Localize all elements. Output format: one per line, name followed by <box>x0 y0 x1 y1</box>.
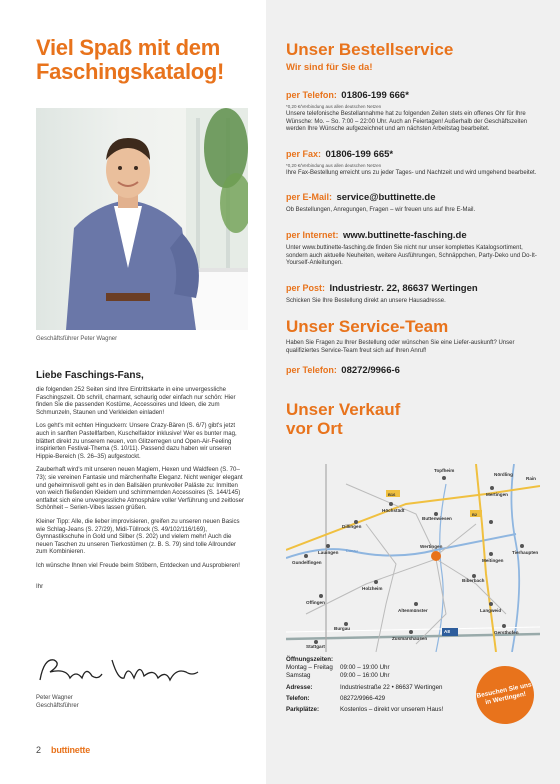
team-phone-number[interactable]: 08272/9966-6 <box>341 364 400 376</box>
map-label-gundelfingen: Gundelfingen <box>292 560 322 565</box>
address-label: Adresse: <box>286 684 313 691</box>
map-label-lauingen: Lauingen <box>318 550 339 555</box>
map-label-rain: Rain <box>526 476 536 481</box>
page-number: 2 <box>36 745 42 755</box>
visit-badge-text: Besuchen Sie uns in Wertingen! <box>475 681 533 707</box>
post-order-block <box>286 278 540 306</box>
map-label-wertingen: Wertingen <box>420 544 443 549</box>
ceo-photo-illustration <box>36 108 248 330</box>
verkauf-title-line-1: Unser Verkauf <box>286 399 401 419</box>
hours-weekday-label: Montag – Freitag <box>286 664 333 671</box>
team-phone-label: per Telefon: <box>286 364 337 375</box>
post-address: Industriestr. 22, 86637 Wertingen <box>329 282 478 294</box>
paragraph: die folgenden 252 Seiten sind Ihre Eintrittskarte in eine unvergessliche Faschingszeit. Ob schrill, charmant, schaurig oder einfach nur schön: Hier finden Sie die passenden Kostüme, Accessoires und Ideen, die zum Schmunzeln, Staunen und Verkleiden einladen! <box>36 386 236 416</box>
map-label-langweid: Langweid <box>480 608 502 613</box>
paragraph: Kleiner Tipp: Alle, die lieber improvisieren, greifen zu unseren neuen Basics wie Schlag-Jeans (S. 27/29), Midi-Tüllrock (S. 49/102/116/169), Gymnastikschuhe in Gold und Silber (S. 202) und vielem mehr! Auch die neuen Taschen zu unseren Tierkostümen (z. B. S. 79) sind tolle Allrounder zum Kombinieren. <box>36 517 240 556</box>
map-label-topfheim: Topfheim <box>434 468 455 473</box>
paragraph: Ich wünsche Ihnen viel Freude beim Stöbern, Entdecken und Ausprobieren! <box>36 561 240 569</box>
email-order-block <box>286 187 540 215</box>
service-column <box>266 0 560 784</box>
store-info <box>286 656 466 714</box>
brand-logo: buttinette <box>51 745 91 755</box>
map-label-thierhaupten: Tierhaupten <box>512 550 539 555</box>
title-line-2: Faschingskatalog! <box>36 59 225 84</box>
service-team-title: Unser Service-Team <box>286 317 449 337</box>
map-label-biberbach: Biberbach <box>462 578 485 583</box>
ceo-photo <box>36 108 248 330</box>
address-value: Industriestraße 22 • 86637 Wertingen <box>340 684 443 691</box>
fax-order-block <box>286 144 540 178</box>
map-label-b16: B16 <box>388 492 396 497</box>
map-label-offingen: Offingen <box>306 600 325 605</box>
signer-name: Peter Wagner <box>36 695 73 701</box>
closing: Ihr <box>36 583 44 591</box>
post-label: per Post: <box>286 282 326 293</box>
map-label-hoechstaedt: Höchstädt <box>382 508 405 513</box>
paragraph: Zauberhaft wird's mit unseren neuen Magiern, Hexen und Waldfeen (S. 70–73); sie vereinen Fantasie und märchenhafte Eleganz. Nicht weniger elegant und geheimnisvoll geht es in den Ballsälen prunkvoller Paläste zu: Inmitten von weich fließenden Kleidern und schimmernden Accessoires (S. 144/145) entfaltet sich eine unvergessliche Atmosphäre voller Verführung und zeitloser Schönheit – Serien-Vibes lassen grüßen. <box>36 466 244 512</box>
store-phone-label: Telefon: <box>286 695 310 702</box>
map-label-meitingen: Meitingen <box>482 558 504 563</box>
fax-cost-note: *0,20 €/Verbindung aus allen deutschen Netzen <box>286 162 382 168</box>
handwritten-signature <box>36 650 216 690</box>
bestellservice-title: Unser Bestellservice <box>286 40 454 59</box>
hours-weekday-value: 09:00 – 19:00 Uhr <box>340 664 390 671</box>
internet-label: per Internet: <box>286 229 339 240</box>
email-text: Ob Bestellungen, Anregungen, Fragen – wir freuen uns auf Ihre E-Mail. <box>286 207 476 214</box>
page-footer <box>36 745 90 755</box>
paragraph: Los geht's mit echten Hinguckern: Unsere Crazy-Bären (S. 6/7) gibt's jetzt auch in sanften Pastellfarben, Kuschelfaktor inklusive! Wer es bunter mag, blättert direkt zu unserem neuen, von Glitzerregen und Open-Air-Feeling inspirierten Festival-Thema (S. 10/11). Passend dazu haben wir unseren Hippie-Bereich (S. 26–35) aufgestockt. <box>36 422 237 460</box>
parking-value: Kostenlos – direkt vor unserem Haus! <box>340 706 444 713</box>
email-label: per E-Mail: <box>286 192 333 203</box>
map-label-altenmuenster: Altenmünster <box>398 608 428 613</box>
parking-label: Parkplätze: <box>286 706 320 713</box>
map-label-dillingen: Dillingen <box>342 524 362 529</box>
hours-saturday-value: 09:00 – 16:00 Uhr <box>340 672 390 679</box>
service-team-phone <box>286 360 540 378</box>
email-address[interactable]: service@buttinette.de <box>336 192 436 204</box>
hours-saturday-label: Samstag <box>286 672 311 679</box>
map-label-gersthofen: Gersthofen <box>494 630 519 635</box>
intro-letter <box>36 370 248 597</box>
map-label-mertingen-north: Mertingen <box>486 492 508 497</box>
signer-block <box>36 694 79 710</box>
verkauf-title-line-2: vor Ort <box>286 418 343 438</box>
map-label-zusmarshausen: Zusmarshausen <box>392 636 428 641</box>
map-label-burgau: Burgau <box>334 626 351 631</box>
map-label-b2: B2 <box>472 512 478 517</box>
location-map <box>286 464 540 652</box>
hours-heading: Öffnungszeiten: <box>286 656 334 663</box>
phone-number[interactable]: 01806-199 666* <box>341 90 409 101</box>
phone-cost-note: *0,20 €/Verbindung aus allen deutschen Netzen <box>286 104 382 109</box>
map-label-buttenwiesen: Buttenwiesen <box>422 516 452 521</box>
website-link[interactable]: www.buttinette-fasching.de <box>342 229 467 241</box>
map-label-holzheim: Holzheim <box>362 586 383 591</box>
internet-text: Unter www.buttinette-fasching.de finden Sie nicht nur unser komplettes Katalogsortiment, sondern auch aktuelle Neuheiten, weitere Ausführungen, Schnäppchen, Party-Deko und Do-It-Yourself-Anleitungen. <box>286 244 537 267</box>
phone-order-block <box>286 85 540 134</box>
map-label-noerdlingen: Nördling <box>494 472 513 477</box>
service-team-text: Haben Sie Fragen zu Ihrer Bestellung oder wünschen Sie eine Liefer-auskunft? Unser qualifiziertes Service-Team freut sich auf Ihren Anruf! <box>286 340 515 354</box>
signer-role: Geschäftsführer <box>36 703 79 709</box>
map-label-donau: Donau <box>346 548 358 553</box>
verkauf-title <box>286 400 540 438</box>
fax-label: per Fax: <box>286 148 322 159</box>
photo-caption: Geschäftsführer Peter Wagner <box>36 336 118 342</box>
fax-number: 01806-199 665* <box>325 148 394 160</box>
internet-order-block <box>286 225 540 268</box>
fax-text: Ihre Fax-Bestellung erreicht uns zu jeder Tages- und Nachtzeit und wird umgehend bearbeitet. <box>286 169 537 176</box>
title-line-1: Viel Spaß mit dem <box>36 35 220 60</box>
phone-text: Unsere telefonische Bestellannahme hat zu folgenden Zeiten stets ein offenes Ohr für Ihre Wünsche: Mo. – So. 7:00 – 22:00 Uhr. Auch an Feiertagen! Außerhalb der Geschäftszeiten werden Ihre Wünsche aufgezeichnet und am nächsten Arbeitstag bearbeitet. <box>286 111 528 133</box>
visit-badge <box>471 661 540 730</box>
bestellservice-subtitle: Wir sind für Sie da! <box>286 62 373 73</box>
map-label-stadtbergen: Stattgart <box>306 644 325 649</box>
map-label-a8: A8 <box>444 629 450 634</box>
page-title <box>36 36 248 84</box>
post-text: Schicken Sie Ihre Bestellung direkt an unsere Hausadresse. <box>286 297 446 304</box>
greeting: Liebe Faschings-Fans, <box>36 370 144 381</box>
phone-label: per Telefon: <box>286 90 337 100</box>
store-phone-value[interactable]: 08272/9966-429 <box>340 695 386 702</box>
